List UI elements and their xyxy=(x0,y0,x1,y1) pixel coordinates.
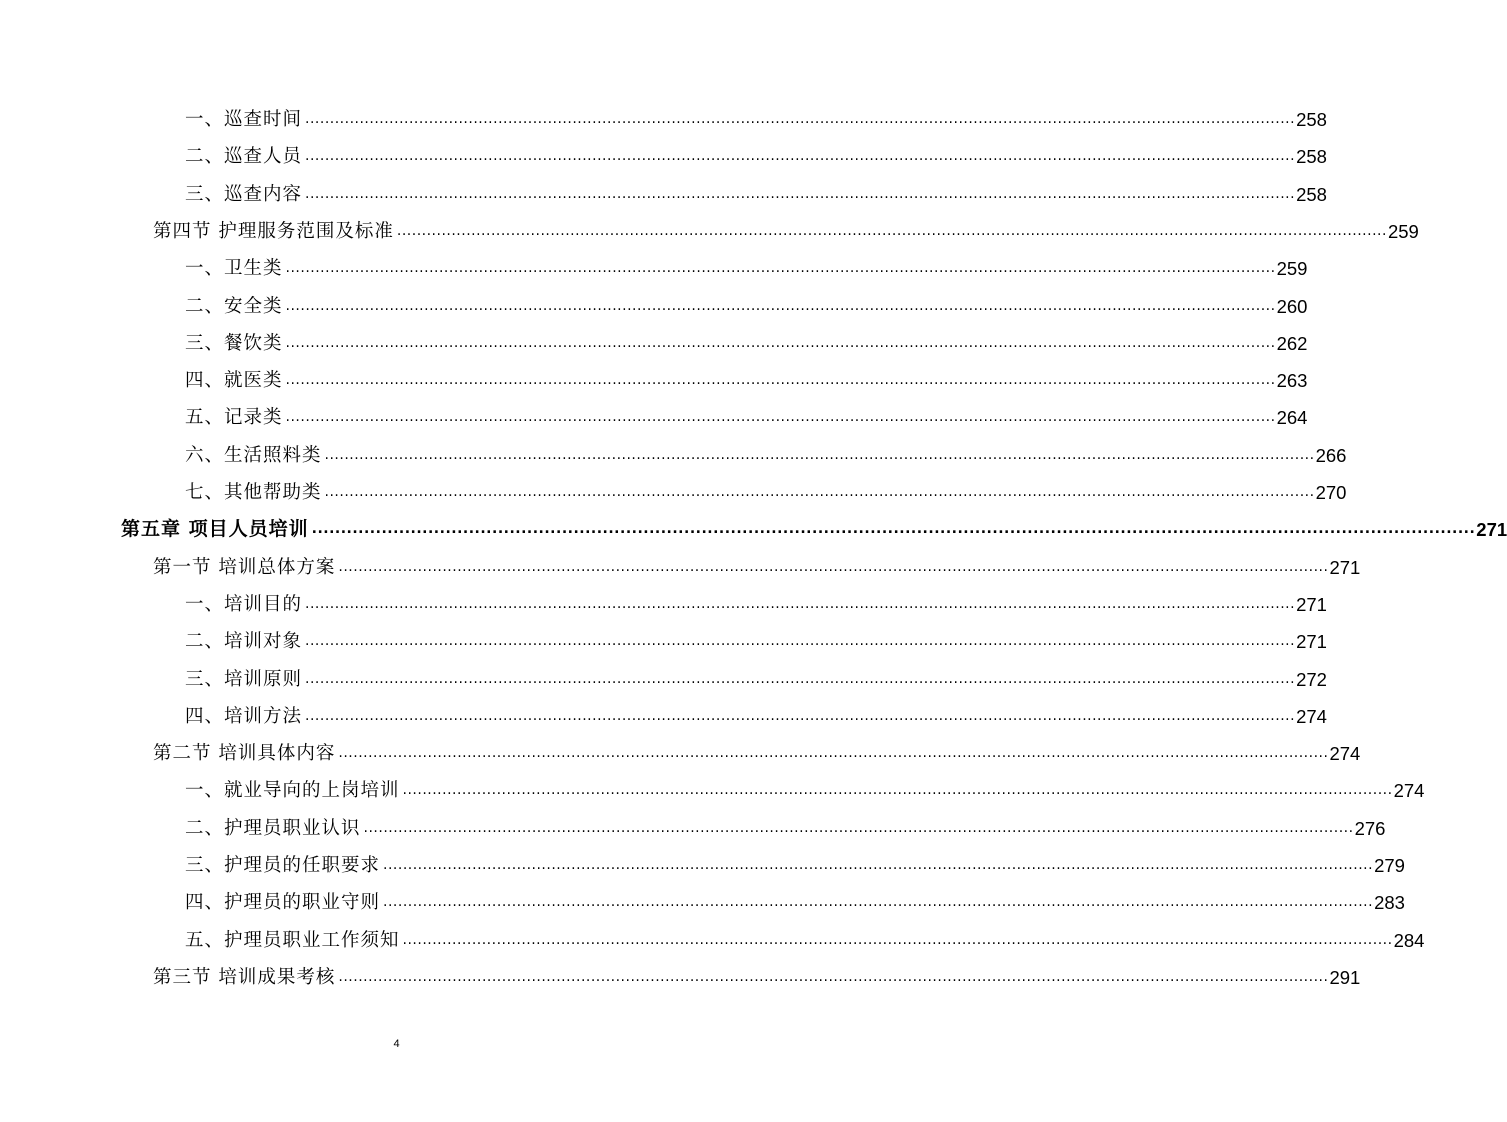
toc-entry[interactable] xyxy=(185,101,1327,138)
toc-entry-label: 三、培训原则 xyxy=(185,668,303,690)
toc-leader-dots: ........................................................................................................................................................................................................ xyxy=(338,558,1329,575)
toc-leader-dots: ........................................................................................................................................................................................................ xyxy=(402,931,1393,948)
toc-entry-label: 四、培训方法 xyxy=(185,705,303,727)
toc-entry-label: 四、护理员的职业守则 xyxy=(185,892,381,914)
toc-entry-label: 二、培训对象 xyxy=(185,631,303,653)
toc-entry-page: 271 xyxy=(1296,631,1327,653)
toc-entry-page: 259 xyxy=(1276,258,1308,280)
toc-entry-label: 六、生活照料类 xyxy=(185,444,322,466)
toc-entry[interactable] xyxy=(185,362,1308,399)
toc-leader-dots: ........................................................................................................................................................................................................ xyxy=(402,782,1393,799)
toc-entry-page: 291 xyxy=(1329,966,1361,988)
toc-entry-label: 一、培训目的 xyxy=(185,593,303,615)
toc-entry[interactable] xyxy=(153,735,1361,772)
toc-entry-label: 三、巡查内容 xyxy=(185,183,303,205)
toc-entry-label: 一、就业导向的上岗培训 xyxy=(185,780,400,802)
toc-leader-dots: ........................................................................................................................................................................................................ xyxy=(305,185,1296,202)
toc-entry[interactable] xyxy=(185,698,1327,735)
toc-entry-label: 二、护理员职业认识 xyxy=(185,817,361,839)
toc-entry-label: 七、其他帮助类 xyxy=(185,482,322,503)
toc-entry-label: 第五章 项目人员培训 xyxy=(121,518,309,541)
toc-entry-page: 283 xyxy=(1374,892,1405,914)
toc-entry[interactable] xyxy=(185,288,1308,325)
toc-entry-page: 271 xyxy=(1296,593,1327,615)
toc-entry-label: 一、巡查时间 xyxy=(185,109,303,130)
toc-leader-dots: ........................................................................................................................................................................................................ xyxy=(285,334,1276,351)
toc-leader-dots: ........................................................................................................................................................................................................ xyxy=(383,894,1374,911)
toc-entry[interactable] xyxy=(153,549,1361,586)
toc-entry-page: 284 xyxy=(1393,929,1425,951)
toc-entry[interactable] xyxy=(185,772,1425,809)
toc-entry-page: 263 xyxy=(1276,370,1308,392)
toc-leader-dots: ........................................................................................................................................................................................................ xyxy=(396,222,1387,239)
toc-entry-page: 264 xyxy=(1276,407,1308,429)
toc-entry[interactable] xyxy=(185,884,1405,921)
toc-entry[interactable] xyxy=(185,325,1308,362)
toc-entry[interactable] xyxy=(185,623,1327,660)
toc-entry-label: 一、卫生类 xyxy=(185,258,283,280)
toc-leader-dots: ........................................................................................................................................................................................................ xyxy=(305,670,1296,687)
toc-entry-page: 276 xyxy=(1354,817,1386,839)
toc-entry-page: 258 xyxy=(1296,146,1327,168)
toc-leader-dots: ........................................................................................................................................................................................................ xyxy=(363,819,1354,836)
toc-entry-page: 270 xyxy=(1315,482,1347,503)
toc-entry-label: 第一节 培训总体方案 xyxy=(153,556,336,578)
toc-entry-page: 271 xyxy=(1329,556,1361,578)
toc-leader-dots: ........................................................................................................................................................................................................ xyxy=(285,260,1276,277)
toc-entry-page: 259 xyxy=(1387,220,1419,242)
toc-entry[interactable] xyxy=(185,847,1405,884)
toc-entry-label: 五、记录类 xyxy=(185,407,283,429)
toc-entry-page: 274 xyxy=(1296,705,1327,727)
toc-entry-page: 279 xyxy=(1374,855,1405,876)
toc-entry[interactable] xyxy=(153,959,1361,996)
toc-entry-label: 三、护理员的任职要求 xyxy=(185,855,381,876)
toc-entry-label: 五、护理员职业工作须知 xyxy=(185,929,400,951)
toc-leader-dots: ........................................................................................................................................................................................................ xyxy=(383,857,1374,873)
toc-leader-dots: ........................................................................................................................................................................................................ xyxy=(305,633,1296,650)
toc-entry-page: 272 xyxy=(1296,668,1327,690)
toc-entry-page: 258 xyxy=(1296,183,1327,205)
toc-leader-dots: ........................................................................................................................................................................................................ xyxy=(285,297,1276,314)
toc-entry[interactable] xyxy=(185,437,1347,474)
toc-entry-label: 二、安全类 xyxy=(185,295,283,317)
toc-leader-dots: ........................................................................................................................................................................................................ xyxy=(311,521,1476,538)
toc-entry[interactable] xyxy=(185,661,1327,698)
toc-entry-page: 258 xyxy=(1296,109,1327,130)
toc-entry[interactable] xyxy=(185,176,1327,213)
toc-entry-page: 266 xyxy=(1315,444,1347,466)
toc-entry[interactable] xyxy=(185,250,1308,287)
page-number: 4 xyxy=(393,1038,400,1050)
toc-entry[interactable] xyxy=(153,213,1419,250)
toc-leader-dots: ........................................................................................................................................................................................................ xyxy=(285,409,1276,426)
toc-entry-page: 260 xyxy=(1276,295,1308,317)
toc-leader-dots: ........................................................................................................................................................................................................ xyxy=(324,484,1315,500)
toc-leader-dots: ........................................................................................................................................................................................................ xyxy=(305,595,1296,612)
toc-entry[interactable] xyxy=(185,922,1425,959)
toc-entry-page: 274 xyxy=(1329,743,1361,765)
toc-entry-page: 262 xyxy=(1276,332,1308,354)
toc-entry-label: 三、餐饮类 xyxy=(185,332,283,354)
toc-entry[interactable] xyxy=(185,810,1386,847)
toc-entry[interactable] xyxy=(185,474,1347,511)
toc-leader-dots: ........................................................................................................................................................................................................ xyxy=(338,968,1329,985)
toc-entry-label: 第二节 培训具体内容 xyxy=(153,743,336,765)
toc-leader-dots: ........................................................................................................................................................................................................ xyxy=(324,446,1315,463)
toc-leader-dots: ........................................................................................................................................................................................................ xyxy=(338,745,1329,762)
toc-entry[interactable] xyxy=(185,399,1308,436)
toc-leader-dots: ........................................................................................................................................................................................................ xyxy=(305,148,1296,165)
toc-entry-label: 二、巡查人员 xyxy=(185,146,303,168)
toc-leader-dots: ........................................................................................................................................................................................................ xyxy=(285,372,1276,389)
toc-entry-page: 271 xyxy=(1476,519,1507,541)
toc-entry-page: 274 xyxy=(1393,780,1425,802)
toc-entry[interactable] xyxy=(185,138,1327,175)
toc-leader-dots: ........................................................................................................................................................................................................ xyxy=(305,111,1296,127)
toc-entry-label: 第四节 护理服务范围及标准 xyxy=(153,220,394,242)
toc-entry-label: 四、就医类 xyxy=(185,370,283,392)
toc-leader-dots: ........................................................................................................................................................................................................ xyxy=(305,707,1296,724)
toc-entry[interactable] xyxy=(185,586,1327,623)
toc-entry[interactable] xyxy=(121,511,1507,548)
toc-entry-label: 第三节 培训成果考核 xyxy=(153,966,336,988)
